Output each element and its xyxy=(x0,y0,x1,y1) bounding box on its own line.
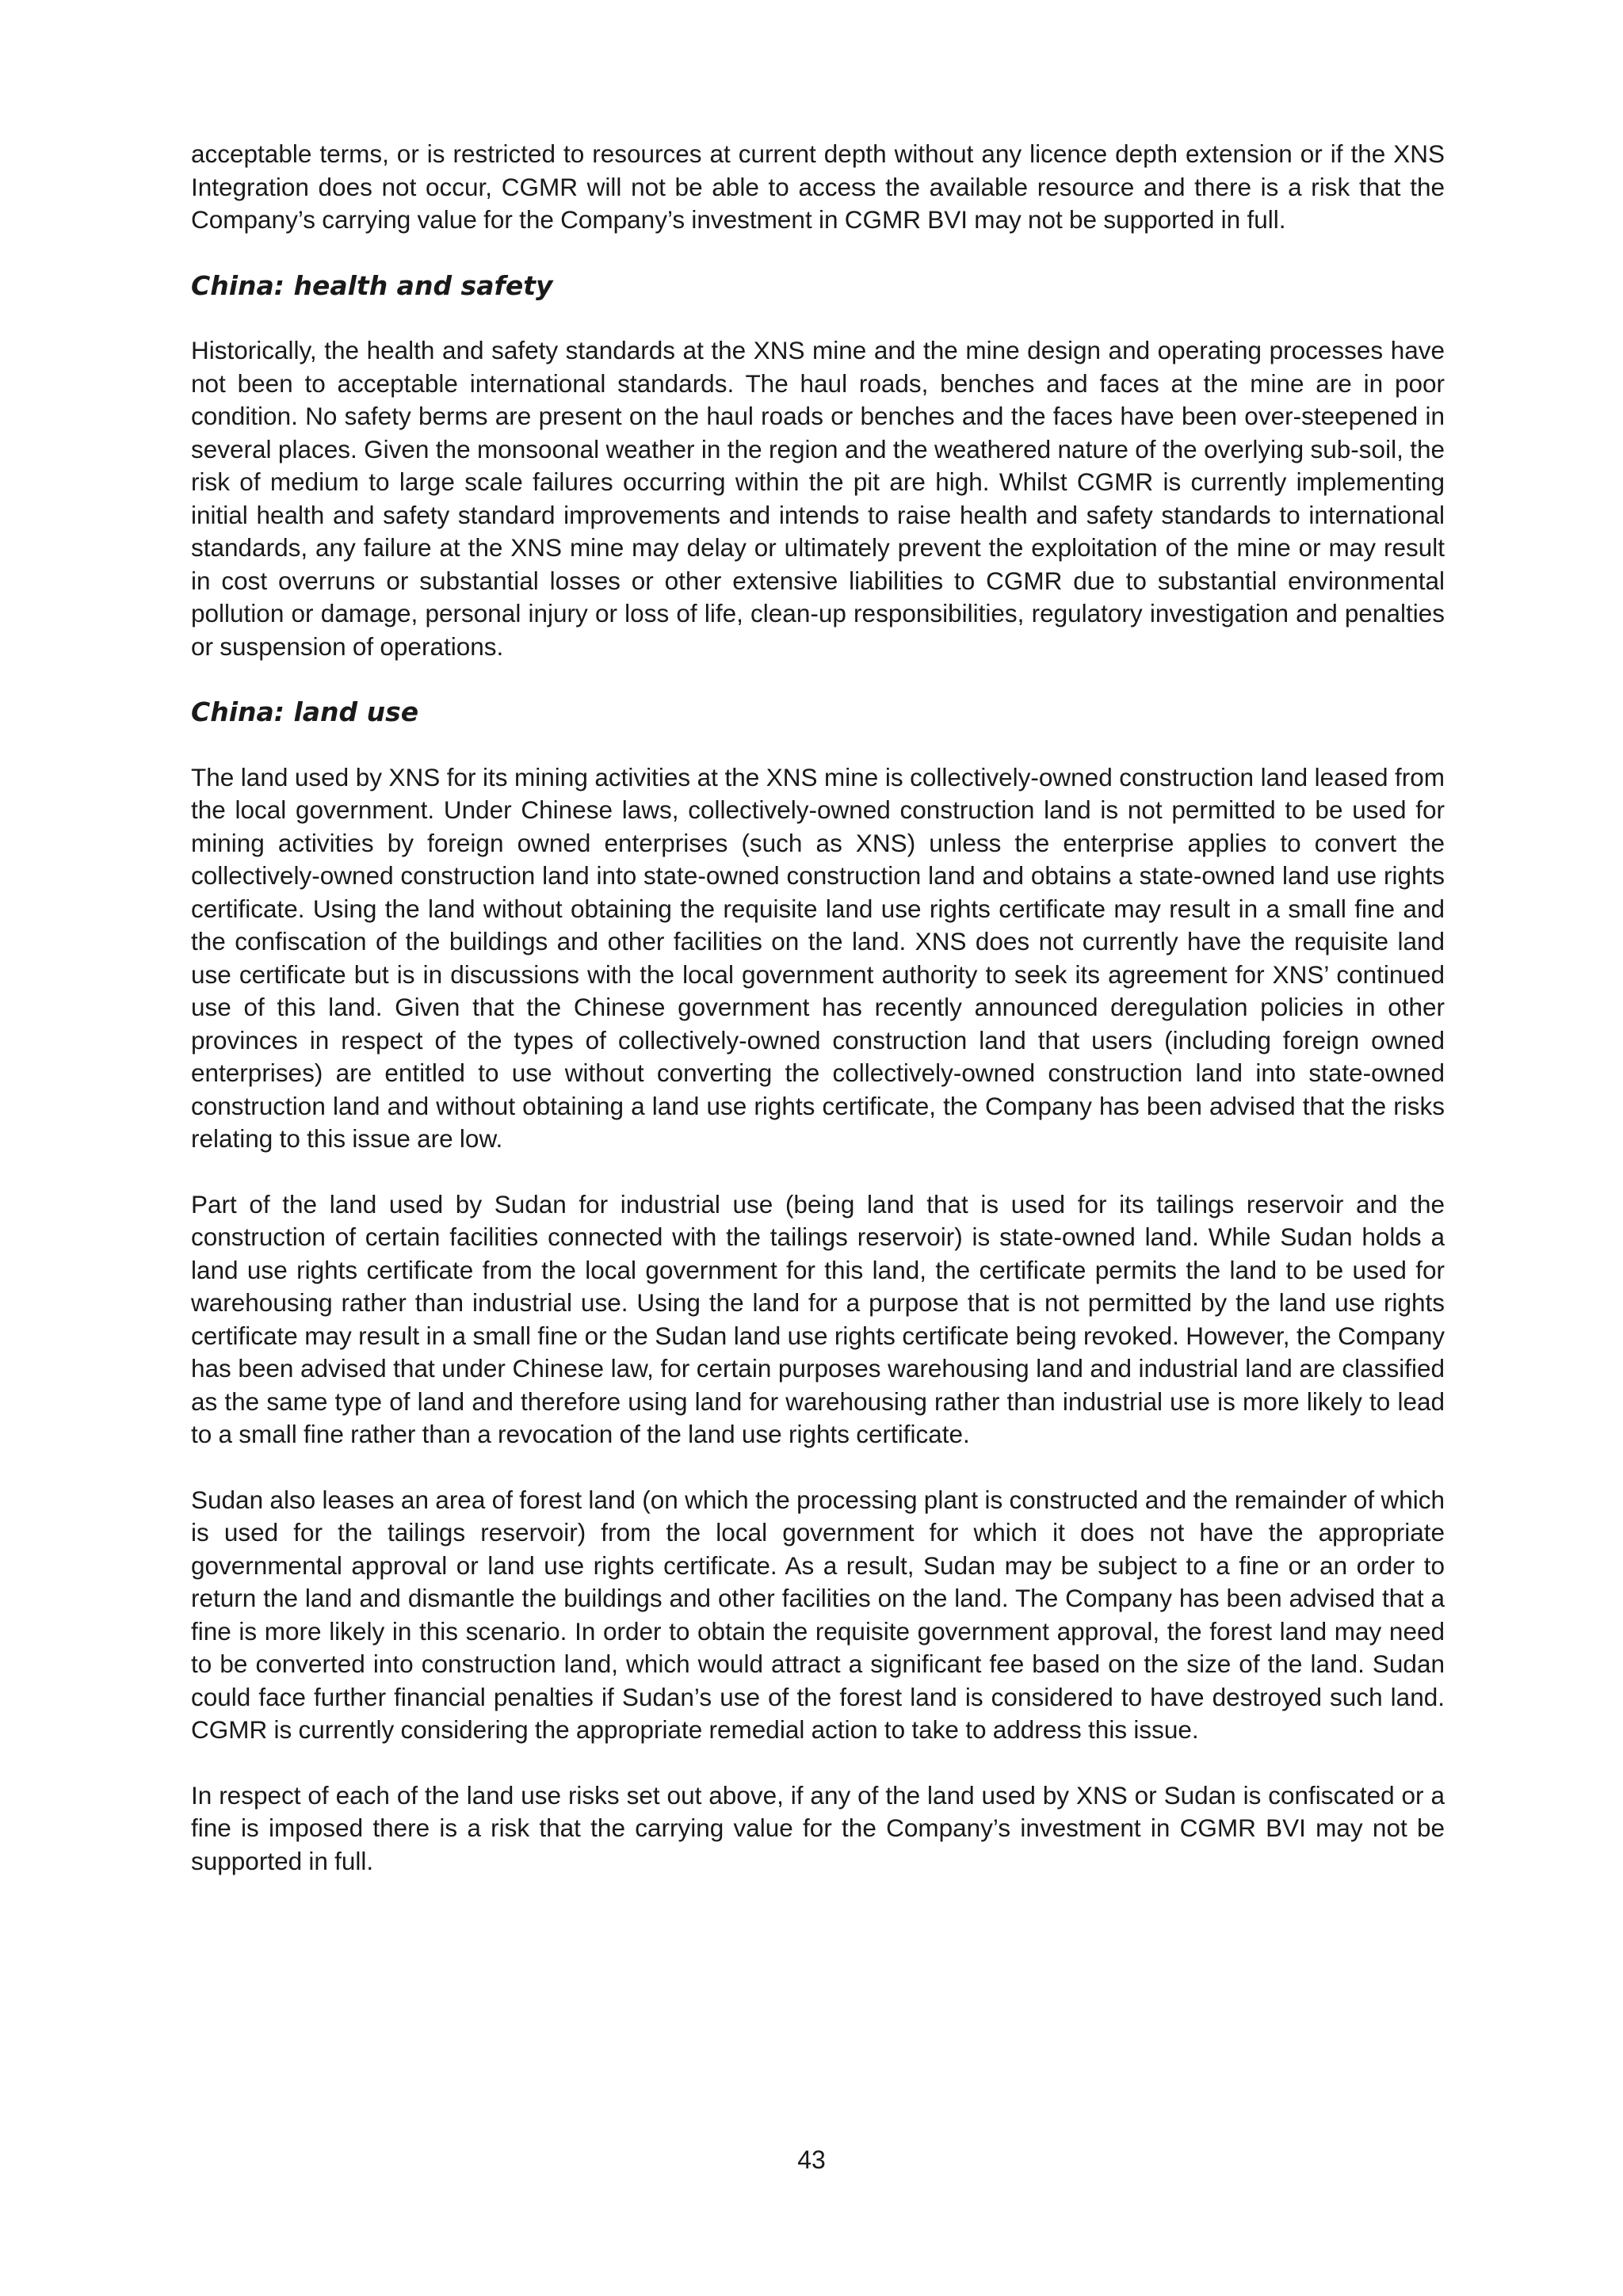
paragraph-land-use-sudan-industrial: Part of the land used by Sudan for industrial use (being land that is used for its tailings reservoir and the construction of certain facilities connected with the tailings reservoir) is state-owned land. While Sudan holds a land use rights certificate from the local government for this land, the certificate permits the land to be used for warehousing rather than industrial use. Using the land for a purpose that is not permitted by the land use rights certificate may result in a small fine or the Sudan land use rights certificate being revoked. However, the Company has been advised that under Chinese law, for certain purposes warehousing land and industrial land are classified as the same type of land and therefore using land for warehousing rather than industrial use is more likely to lead to a small fine rather than a revocation of the land use rights certificate. xyxy=(191,1189,1445,1448)
page-number: 43 xyxy=(797,2145,826,2174)
paragraph-land-use-summary: In respect of each of the land use risks set out above, if any of the land used by XNS or Sudan is confiscated or a fine is imposed there is a risk that the carrying value for the Company’s investment in CGMR BVI may not be supported in full. xyxy=(191,1780,1445,1875)
paragraph-land-use-sudan-forest: Sudan also leases an area of forest land (on which the processing plant is constructed and the remainder of which is used for the tailings reservoir) from the local government for which it does not have the appropriate governmental approval or land use rights certificate. As a result, Sudan may be subject to a fine or an order to return the land and dismantle the buildings and other facilities on the land. The Company has been advised that a fine is more likely in this scenario. In order to obtain the requisite government approval, the forest land may need to be converted into construction land, which would attract a significant fee based on the size of the land. Sudan could face further financial penalties if Sudan’s use of the forest land is considered to have destroyed such land. CGMR is currently considering the appropriate remedial action to take to address this issue. xyxy=(191,1485,1445,1744)
paragraph-land-use-xns: The land used by XNS for its mining activities at the XNS mine is collectively-owned construction land leased from the local government. Under Chinese laws, collectively-owned construction land is not permitted to be used for mining activities by foreign owned enterprises (such as XNS) unless the enterprise applies to convert the collectively-owned construction land into state-owned construction land and obtains a state-owned land use rights certificate. Using the land without obtaining the requisite land use rights certificate may result in a small fine and the confiscation of the buildings and other facilities on the land. XNS does not currently have the requisite land use certificate but is in discussions with the local government authority to seek its agreement for XNS’ continued use of this land. Given that the Chinese government has recently announced deregulation policies in other provinces in respect of the types of collectively-owned construction land that users (including foreign owned enterprises) are entitled to use without converting the collectively-owned construction land into state-owned construction land and without obtaining a land use rights certificate, the Company has been advised that the risks relating to this issue are low. xyxy=(191,762,1445,1153)
document-body xyxy=(191,138,1445,1910)
paragraph-continuation: acceptable terms, or is restricted to resources at current depth without any licence depth extension or if the XNS Integration does not occur, CGMR will not be able to access the available resource and there is a risk that the Company’s carrying value for the Company’s investment in CGMR BVI may not be supported in full. xyxy=(191,139,1445,234)
section-heading-health-and-safety: China: health and safety xyxy=(191,269,553,301)
section-heading-land-use: China: land use xyxy=(191,696,419,727)
paragraph-health-and-safety: Historically, the health and safety standards at the XNS mine and the mine design and operating processes have not been to acceptable international standards. The haul roads, benches and faces at the mine are in poor condition. No safety berms are present on the haul roads or benches and the faces have been over-steepened in several places. Given the monsoonal weather in the region and the weathered nature of the overlying sub-soil, the risk of medium to large scale failures occurring within the pit are high. Whilst CGMR is currently implementing initial health and safety standard improvements and intends to raise health and safety standards to international standards, any failure at the XNS mine may delay or ultimately prevent the exploitation of the mine or may result in cost overruns or substantial losses or other extensive liabilities to CGMR due to substantial environmental pollution or damage, personal injury or loss of life, clean-up responsibilities, regulatory investigation and penalties or suspension of operations. xyxy=(191,336,1445,661)
